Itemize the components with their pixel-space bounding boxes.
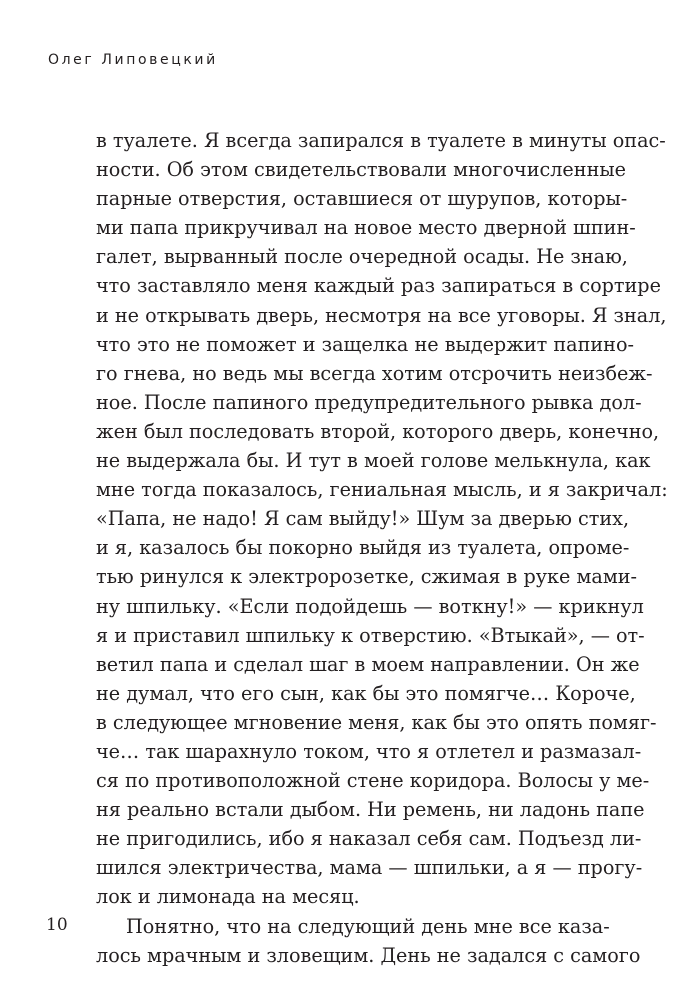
- text-line: не выдержала бы. И тут в моей голове мелькнула, как: [96, 449, 651, 473]
- text-line: в туалете. Я всегда запирался в туалете в минуты опас-: [96, 129, 666, 152]
- text-line: шился электричества, мама — шпильки, а я — прогу-: [96, 856, 643, 880]
- page-number: 10: [46, 915, 68, 935]
- text-line: Понятно, что на следующий день мне все каза-: [126, 914, 610, 938]
- text-line: мне тогда показалось, гениальная мысль, и я закричал:: [96, 478, 668, 502]
- running-head: Олег Липовецкий: [48, 52, 218, 68]
- text-line: «Папа, не надо! Я сам выйду!» Шум за дверью стих,: [96, 507, 630, 531]
- text-line: что это не поможет и защелка не выдержит папино-: [96, 332, 634, 356]
- text-line: ся по противоположной стене коридора. Волосы у ме-: [96, 769, 650, 793]
- text-line: го гнева, но ведь мы всегда хотим отсрочить неизбеж-: [96, 361, 653, 385]
- text-line: лось мрачным и зловещим. День не задался с самого: [96, 943, 641, 967]
- text-line: тью ринулся к электророзетке, сжимая в руке мами-: [96, 565, 638, 589]
- text-line: жен был последовать второй, которого дверь, конечно,: [96, 419, 660, 443]
- text-line: галет, вырванный после очередной осады. Не знаю,: [96, 245, 628, 269]
- text-line: парные отверстия, оставшиеся от шурупов, которы-: [96, 187, 628, 211]
- text-line: ное. После папиного предупредительного рывка дол-: [96, 390, 642, 414]
- text-line: че… так шарахнуло током, что я отлетел и размазал-: [96, 739, 642, 763]
- text-line: я и приставил шпильку к отверстию. «Втыкай», — от-: [96, 623, 645, 647]
- paragraph: [96, 912, 641, 970]
- text-line: и я, казалось бы покорно выйдя из туалета, опроме-: [96, 536, 630, 560]
- text-line: ветил папа и сделал шаг в моем направлении. Он же: [96, 652, 640, 676]
- text-line: ми папа прикручивал на новое место дверной шпин-: [96, 216, 636, 240]
- text-line: не пригодились, ибо я наказал себя сам. Подъезд ли-: [96, 827, 642, 851]
- text-line: ну шпильку. «Если подойдешь — воткну!» — крикнул: [96, 594, 644, 618]
- text-line: что заставляло меня каждый раз запираться в сортире: [96, 274, 661, 298]
- text-line: не думал, что его сын, как бы это помягче… Короче,: [96, 681, 636, 705]
- body-text: [96, 126, 668, 970]
- paragraph: [96, 126, 668, 912]
- text-line: ня реально встали дыбом. Ни ремень, ни ладонь папе: [96, 798, 645, 822]
- text-line: лок и лимонада на месяц.: [96, 885, 360, 909]
- text-line: в следующее мгновение меня, как бы это опять помяг-: [96, 710, 657, 734]
- text-line: и не открывать дверь, несмотря на все уговоры. Я знал,: [96, 303, 667, 327]
- text-line: ности. Об этом свидетельствовали многочисленные: [96, 158, 626, 182]
